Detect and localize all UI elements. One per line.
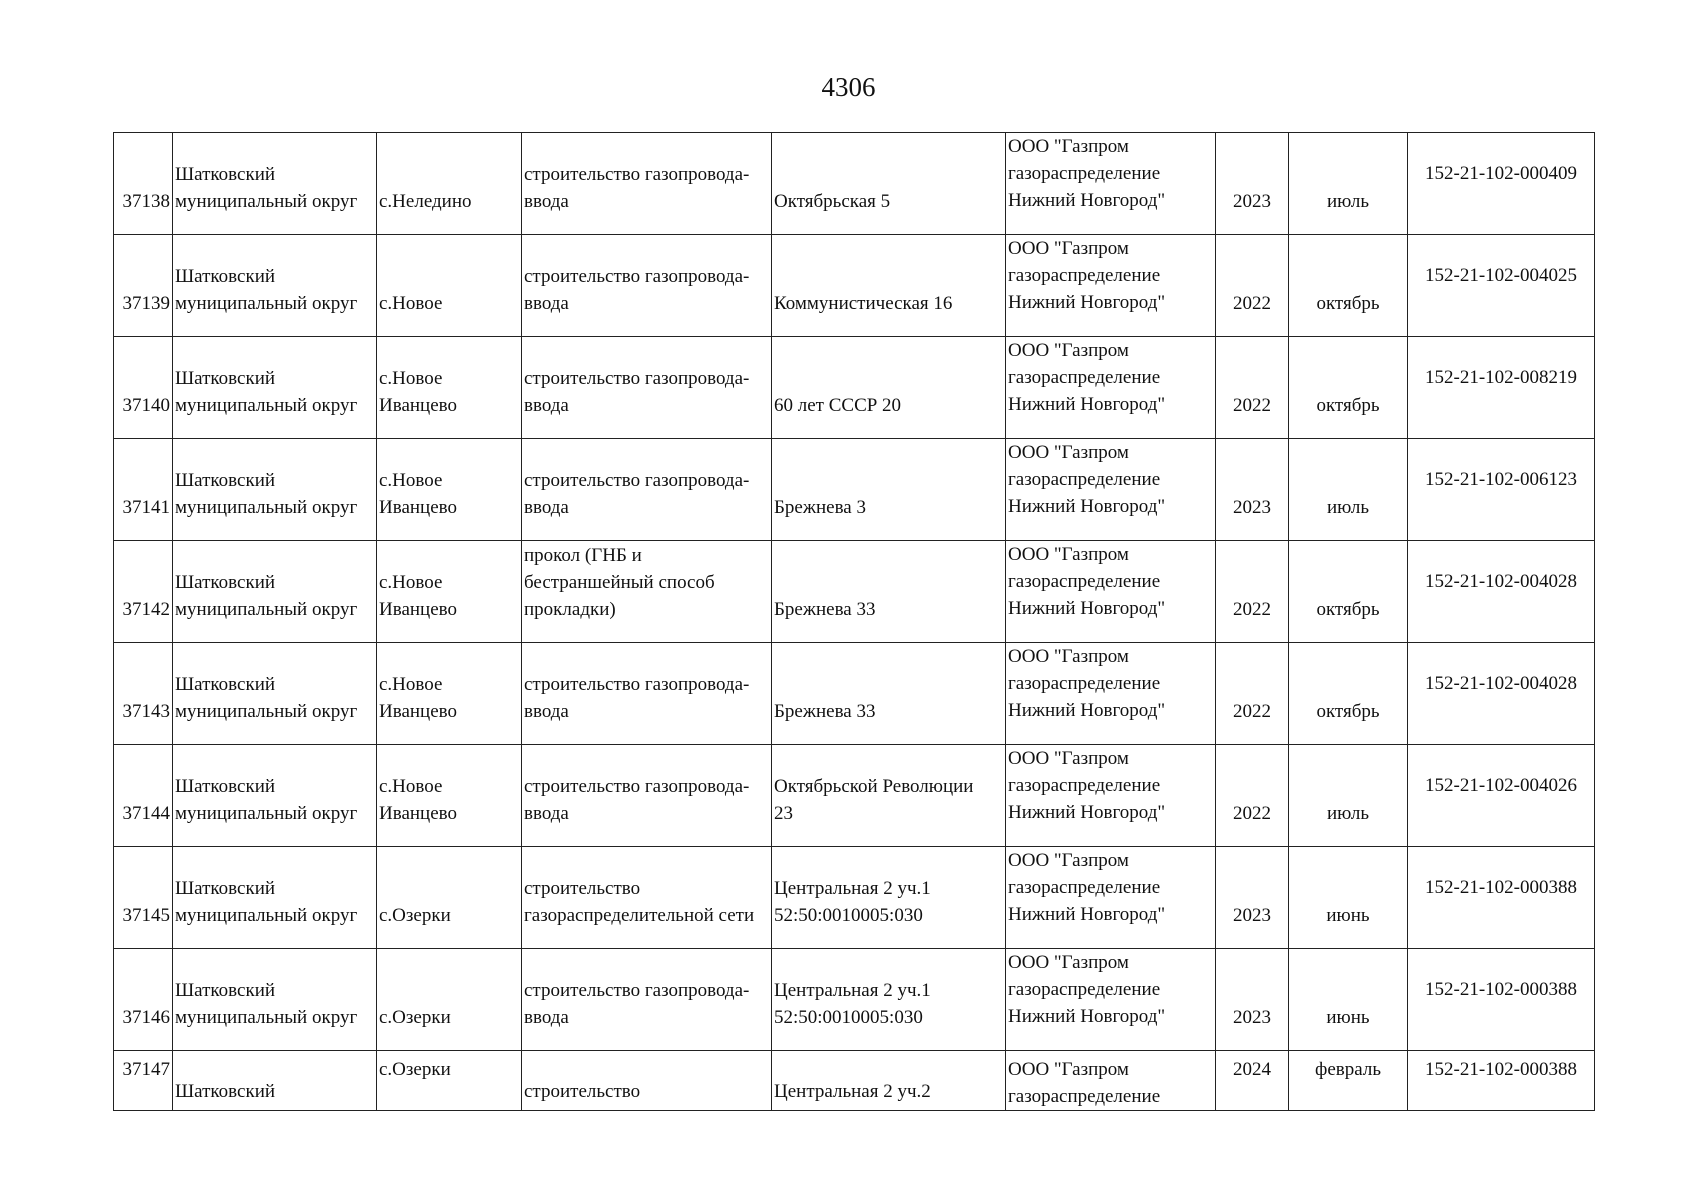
year-cell-text: 2023 xyxy=(1233,1007,1271,1028)
settlement-cell-line: с.Новое xyxy=(379,470,443,491)
year-cell xyxy=(1216,235,1289,337)
settlement-cell xyxy=(377,337,522,439)
organization-cell-line: ООО "Газпром xyxy=(1008,748,1129,769)
year-cell-text: 2022 xyxy=(1233,803,1271,824)
work-type-cell xyxy=(522,847,772,949)
month-cell xyxy=(1289,1051,1408,1111)
district-cell xyxy=(173,745,377,847)
record-number xyxy=(114,541,173,643)
settlement-cell xyxy=(377,745,522,847)
registry-code-cell-text: 152-21-102-004028 xyxy=(1425,673,1577,694)
district-cell-line: муниципальный округ xyxy=(175,1007,358,1028)
district-cell xyxy=(173,1051,377,1111)
month-cell xyxy=(1289,847,1408,949)
month-cell xyxy=(1289,745,1408,847)
work-type-cell-line: ввода xyxy=(524,803,569,824)
work-type-cell-line: строительство xyxy=(524,878,641,899)
registry-code-cell-text: 152-21-102-006123 xyxy=(1425,469,1577,490)
organization-cell-line: ООО "Газпром xyxy=(1008,238,1129,259)
organization-cell xyxy=(1006,541,1216,643)
district-cell-line: Шатковский xyxy=(175,1081,276,1102)
address-cell-line: Брежнева 3 xyxy=(774,497,866,518)
address-cell-line: Центральная 2 уч.2 xyxy=(774,1081,931,1102)
organization-cell-line: газораспределение xyxy=(1008,775,1161,796)
registry-code-cell xyxy=(1408,337,1595,439)
address-cell-line: Октябрьской Революции xyxy=(774,776,974,797)
organization-cell-line: Нижний Новгород" xyxy=(1008,802,1166,823)
record-number-text: 37139 xyxy=(122,293,170,314)
organization-cell xyxy=(1006,337,1216,439)
registry-code-cell-text: 152-21-102-004026 xyxy=(1425,775,1577,796)
work-type-cell xyxy=(522,439,772,541)
table-row xyxy=(114,1051,1595,1111)
address-cell-line: 60 лет СССР 20 xyxy=(774,395,902,416)
work-type-cell-line: ввода xyxy=(524,191,569,212)
registry-table xyxy=(113,132,1595,1111)
address-cell xyxy=(772,949,1006,1051)
district-cell xyxy=(173,235,377,337)
work-type-cell xyxy=(522,1051,772,1111)
district-cell-line: муниципальный округ xyxy=(175,599,358,620)
settlement-cell-line: Иванцево xyxy=(379,599,457,620)
table-row xyxy=(114,337,1595,439)
organization-cell-line: Нижний Новгород" xyxy=(1008,700,1166,721)
year-cell xyxy=(1216,847,1289,949)
address-cell xyxy=(772,643,1006,745)
district-cell-line: Шатковский xyxy=(175,674,276,695)
organization-cell-line: Нижний Новгород" xyxy=(1008,190,1166,211)
organization-cell-line: газораспределение xyxy=(1008,877,1161,898)
settlement-cell-line: с.Новое xyxy=(379,572,443,593)
registry-code-cell-text: 152-21-102-000388 xyxy=(1425,877,1577,898)
registry-code-cell xyxy=(1408,541,1595,643)
district-cell-line: Шатковский xyxy=(175,368,276,389)
work-type-cell-line: бестраншейный способ xyxy=(524,572,715,593)
work-type-cell-line: строительство газопровода- xyxy=(524,776,750,797)
address-cell-line: 23 xyxy=(774,803,793,824)
organization-cell xyxy=(1006,847,1216,949)
organization-cell xyxy=(1006,643,1216,745)
record-number xyxy=(114,133,173,235)
table-row xyxy=(114,439,1595,541)
work-type-cell-line: ввода xyxy=(524,701,569,722)
organization-cell xyxy=(1006,1051,1216,1111)
record-number xyxy=(114,847,173,949)
year-cell-text: 2023 xyxy=(1233,905,1271,926)
work-type-cell xyxy=(522,949,772,1051)
month-cell xyxy=(1289,337,1408,439)
work-type-cell-line: строительство газопровода- xyxy=(524,470,750,491)
settlement-cell xyxy=(377,949,522,1051)
month-cell-text: июль xyxy=(1326,803,1370,824)
settlement-cell-line: Иванцево xyxy=(379,497,457,518)
month-cell xyxy=(1289,949,1408,1051)
settlement-cell-line: Иванцево xyxy=(379,803,457,824)
year-cell-text: 2023 xyxy=(1233,191,1271,212)
district-cell-line: Шатковский xyxy=(175,980,276,1001)
district-cell xyxy=(173,541,377,643)
record-number-text: 37138 xyxy=(122,191,170,212)
record-number-text: 37142 xyxy=(122,599,170,620)
address-cell-line: Центральная 2 уч.1 xyxy=(774,980,931,1001)
district-cell-line: Шатковский xyxy=(175,266,276,287)
work-type-cell-line: ввода xyxy=(524,395,569,416)
settlement-cell xyxy=(377,847,522,949)
district-cell-line: муниципальный округ xyxy=(175,293,358,314)
registry-code-cell xyxy=(1408,133,1595,235)
work-type-cell xyxy=(522,133,772,235)
table-row xyxy=(114,133,1595,235)
district-cell xyxy=(173,133,377,235)
work-type-cell xyxy=(522,745,772,847)
record-number-text: 37146 xyxy=(122,1007,170,1028)
month-cell-text: июнь xyxy=(1326,905,1370,926)
address-cell xyxy=(772,541,1006,643)
settlement-cell xyxy=(377,643,522,745)
work-type-cell-line: газораспределительной сети xyxy=(524,905,755,926)
address-cell-line: Центральная 2 уч.1 xyxy=(774,878,931,899)
address-cell xyxy=(772,337,1006,439)
address-cell-line: Брежнева 33 xyxy=(774,599,876,620)
record-number-text: 37144 xyxy=(122,803,170,824)
year-cell xyxy=(1216,133,1289,235)
work-type-cell-line: ввода xyxy=(524,497,569,518)
settlement-cell xyxy=(377,439,522,541)
page-number: 4306 xyxy=(821,72,876,102)
district-cell xyxy=(173,643,377,745)
address-cell xyxy=(772,133,1006,235)
organization-cell-line: Нижний Новгород" xyxy=(1008,904,1166,925)
record-number xyxy=(114,949,173,1051)
organization-cell-line: Нижний Новгород" xyxy=(1008,292,1166,313)
district-cell-line: муниципальный округ xyxy=(175,395,358,416)
record-number-text: 37143 xyxy=(122,701,170,722)
month-cell-text: февраль xyxy=(1315,1059,1381,1080)
district-cell xyxy=(173,439,377,541)
settlement-cell xyxy=(377,1051,522,1111)
district-cell-line: Шатковский xyxy=(175,878,276,899)
record-number xyxy=(114,235,173,337)
address-cell xyxy=(772,439,1006,541)
district-cell-line: Шатковский xyxy=(175,572,276,593)
registry-code-cell-text: 152-21-102-004025 xyxy=(1425,265,1577,286)
registry-code-cell xyxy=(1408,235,1595,337)
record-number xyxy=(114,745,173,847)
registry-code-cell-text: 152-21-102-004028 xyxy=(1425,571,1577,592)
record-number xyxy=(114,337,173,439)
registry-code-cell xyxy=(1408,643,1595,745)
registry-code-cell xyxy=(1408,745,1595,847)
work-type-cell-line: прокол (ГНБ и xyxy=(524,545,642,566)
table-row xyxy=(114,847,1595,949)
organization-cell-line: газораспределение xyxy=(1008,163,1161,184)
table-row xyxy=(114,235,1595,337)
district-cell-line: муниципальный округ xyxy=(175,803,358,824)
address-cell xyxy=(772,847,1006,949)
month-cell xyxy=(1289,133,1408,235)
year-cell-text: 2022 xyxy=(1233,701,1271,722)
district-cell-line: Шатковский xyxy=(175,470,276,491)
year-cell xyxy=(1216,337,1289,439)
table-row xyxy=(114,643,1595,745)
organization-cell-line: ООО "Газпром xyxy=(1008,442,1129,463)
record-number xyxy=(114,1051,173,1111)
month-cell-text: октябрь xyxy=(1316,701,1380,722)
organization-cell-line: ООО "Газпром xyxy=(1008,646,1129,667)
settlement-cell-line: Иванцево xyxy=(379,395,457,416)
address-cell-line: 52:50:0010005:030 xyxy=(774,905,923,926)
record-number-text: 37145 xyxy=(122,905,170,926)
district-cell-line: муниципальный округ xyxy=(175,497,358,518)
registry-code-cell-text: 152-21-102-008219 xyxy=(1425,367,1577,388)
table-row xyxy=(114,949,1595,1051)
record-number-text: 37147 xyxy=(122,1059,170,1080)
year-cell-text: 2023 xyxy=(1233,497,1271,518)
address-cell-line: 52:50:0010005:030 xyxy=(774,1007,923,1028)
month-cell-text: июль xyxy=(1326,191,1370,212)
work-type-cell-line: ввода xyxy=(524,293,569,314)
organization-cell-line: газораспределение xyxy=(1008,571,1161,592)
address-cell-line: Коммунистическая 16 xyxy=(774,293,953,314)
year-cell-text: 2022 xyxy=(1233,395,1271,416)
organization-cell xyxy=(1006,745,1216,847)
organization-cell-line: газораспределение xyxy=(1008,469,1161,490)
work-type-cell xyxy=(522,643,772,745)
work-type-cell-line: строительство газопровода- xyxy=(524,674,750,695)
year-cell-text: 2022 xyxy=(1233,599,1271,620)
organization-cell-line: Нижний Новгород" xyxy=(1008,598,1166,619)
district-cell-line: Шатковский xyxy=(175,164,276,185)
address-cell-line: Брежнева 33 xyxy=(774,701,876,722)
district-cell xyxy=(173,847,377,949)
registry-code-cell-text: 152-21-102-000409 xyxy=(1425,163,1577,184)
organization-cell-line: газораспределение xyxy=(1008,1086,1161,1107)
district-cell xyxy=(173,949,377,1051)
table-row xyxy=(114,745,1595,847)
month-cell xyxy=(1289,235,1408,337)
month-cell-text: октябрь xyxy=(1316,395,1380,416)
work-type-cell-line: прокладки) xyxy=(524,599,616,620)
month-cell xyxy=(1289,643,1408,745)
month-cell-text: июль xyxy=(1326,497,1370,518)
address-cell-line: Октябрьская 5 xyxy=(774,191,891,212)
organization-cell-line: газораспределение xyxy=(1008,979,1161,1000)
organization-cell xyxy=(1006,949,1216,1051)
address-cell xyxy=(772,1051,1006,1111)
record-number xyxy=(114,439,173,541)
settlement-cell-line: с.Новое xyxy=(379,293,443,314)
organization-cell-line: Нижний Новгород" xyxy=(1008,394,1166,415)
work-type-cell-line: строительство газопровода- xyxy=(524,980,750,1001)
work-type-cell-line: строительство газопровода- xyxy=(524,368,750,389)
organization-cell-line: газораспределение xyxy=(1008,673,1161,694)
settlement-cell xyxy=(377,235,522,337)
year-cell xyxy=(1216,949,1289,1051)
year-cell-text: 2022 xyxy=(1233,293,1271,314)
work-type-cell-line: строительство газопровода- xyxy=(524,164,750,185)
work-type-cell xyxy=(522,337,772,439)
district-cell-line: муниципальный округ xyxy=(175,191,358,212)
organization-cell xyxy=(1006,235,1216,337)
table-row xyxy=(114,541,1595,643)
organization-cell xyxy=(1006,133,1216,235)
year-cell xyxy=(1216,745,1289,847)
month-cell-text: октябрь xyxy=(1316,293,1380,314)
settlement-cell-line: с.Новое xyxy=(379,368,443,389)
address-cell xyxy=(772,745,1006,847)
year-cell xyxy=(1216,1051,1289,1111)
settlement-cell-line: с.Озерки xyxy=(379,1059,451,1080)
registry-code-cell-text: 152-21-102-000388 xyxy=(1425,1059,1577,1080)
month-cell-text: октябрь xyxy=(1316,599,1380,620)
registry-code-cell xyxy=(1408,847,1595,949)
district-cell-line: муниципальный округ xyxy=(175,701,358,722)
work-type-cell-line: строительство xyxy=(524,1081,641,1102)
work-type-cell xyxy=(522,541,772,643)
record-number-text: 37140 xyxy=(122,395,170,416)
settlement-cell xyxy=(377,133,522,235)
year-cell xyxy=(1216,541,1289,643)
month-cell xyxy=(1289,439,1408,541)
organization-cell-line: газораспределение xyxy=(1008,265,1161,286)
month-cell xyxy=(1289,541,1408,643)
year-cell xyxy=(1216,439,1289,541)
registry-code-cell xyxy=(1408,949,1595,1051)
work-type-cell-line: ввода xyxy=(524,1007,569,1028)
organization-cell-line: Нижний Новгород" xyxy=(1008,496,1166,517)
record-number xyxy=(114,643,173,745)
registry-code-cell-text: 152-21-102-000388 xyxy=(1425,979,1577,1000)
work-type-cell-line: строительство газопровода- xyxy=(524,266,750,287)
year-cell xyxy=(1216,643,1289,745)
address-cell xyxy=(772,235,1006,337)
settlement-cell-line: с.Нелединo xyxy=(379,191,472,212)
organization-cell xyxy=(1006,439,1216,541)
settlement-cell-line: с.Новое xyxy=(379,674,443,695)
organization-cell-line: ООО "Газпром xyxy=(1008,136,1129,157)
record-number-text: 37141 xyxy=(122,497,170,518)
organization-cell-line: ООО "Газпром xyxy=(1008,544,1129,565)
organization-cell-line: ООО "Газпром xyxy=(1008,340,1129,361)
district-cell xyxy=(173,337,377,439)
settlement-cell-line: с.Озерки xyxy=(379,905,451,926)
organization-cell-line: ООО "Газпром xyxy=(1008,1059,1129,1080)
month-cell-text: июнь xyxy=(1326,1007,1370,1028)
year-cell-text: 2024 xyxy=(1233,1059,1271,1080)
organization-cell-line: ООО "Газпром xyxy=(1008,850,1129,871)
district-cell-line: муниципальный округ xyxy=(175,905,358,926)
settlement-cell-line: с.Новое xyxy=(379,776,443,797)
district-cell-line: Шатковский xyxy=(175,776,276,797)
registry-code-cell xyxy=(1408,439,1595,541)
organization-cell-line: газораспределение xyxy=(1008,367,1161,388)
organization-cell-line: Нижний Новгород" xyxy=(1008,1006,1166,1027)
settlement-cell-line: Иванцево xyxy=(379,701,457,722)
work-type-cell xyxy=(522,235,772,337)
settlement-cell-line: с.Озерки xyxy=(379,1007,451,1028)
settlement-cell xyxy=(377,541,522,643)
organization-cell-line: ООО "Газпром xyxy=(1008,952,1129,973)
registry-code-cell xyxy=(1408,1051,1595,1111)
